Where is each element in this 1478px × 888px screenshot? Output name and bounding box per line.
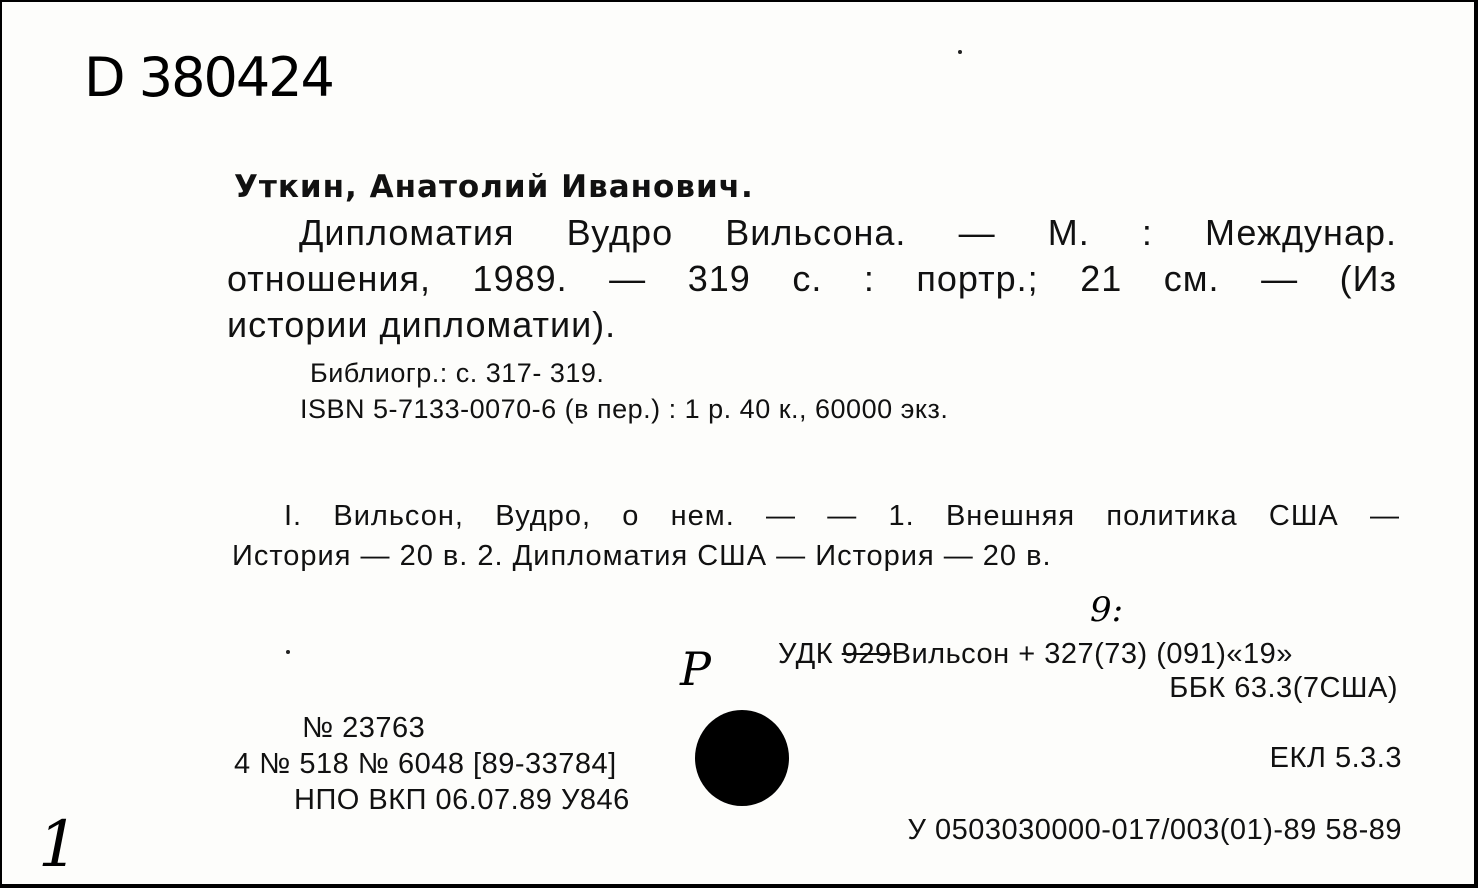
title-line: Дипломатия Вудро Вильсона. — М. : Междунар. xyxy=(299,212,1397,253)
index-code: У 0503030000-017/003(01)-89 58-89 xyxy=(907,814,1402,846)
handwritten-mark-p: P xyxy=(680,642,711,696)
speck xyxy=(286,650,290,654)
ink-blot xyxy=(695,710,789,806)
subject-tracings xyxy=(232,496,1400,576)
registry-line-3: НПО ВКП 06.07.89 У846 xyxy=(294,784,630,816)
isbn-note: ISBN 5-7133-0070-6 (в пер.) : 1 р. 40 к., 60000 экз. xyxy=(300,394,949,424)
udk-label: УДК xyxy=(778,638,834,670)
bbk-classification: ББК 63.3(7США) xyxy=(1169,672,1398,704)
catalog-card xyxy=(2,2,1476,884)
title-line: отношения, 1989. — 319 с. : портр.; 21 см. — (Из xyxy=(227,258,1397,299)
author-heading: Уткин, Анатолий Иванович. xyxy=(234,169,754,205)
tracing-line: История — 20 в. 2. Дипломатия США — История — 20 в. xyxy=(232,540,1052,572)
bibliography-note: Библиогр.: с. 317- 319. xyxy=(310,358,605,388)
ekl-classification: ЕКЛ 5.3.3 xyxy=(1269,742,1402,774)
registry-line-1: № 23763 xyxy=(302,712,426,744)
udk-handwritten-note: 9: xyxy=(1090,590,1124,630)
title-statement xyxy=(227,210,1397,348)
handwritten-page-number: 1 xyxy=(38,808,79,882)
speck xyxy=(958,50,962,54)
tracing-line: I. Вильсон, Вудро, о нем. — — 1. Внешняя политика США — xyxy=(284,500,1400,532)
registry-line-2: 4 № 518 № 6048 [89-33784] xyxy=(234,748,617,780)
udk-struck-code: 929 xyxy=(841,638,892,670)
udk-classification xyxy=(778,638,1293,671)
title-line: истории дипломатии). xyxy=(227,304,617,345)
udk-rest: Вильсон + 327(73) (091)«19» xyxy=(891,638,1293,670)
call-number: D 380424 xyxy=(84,46,333,109)
